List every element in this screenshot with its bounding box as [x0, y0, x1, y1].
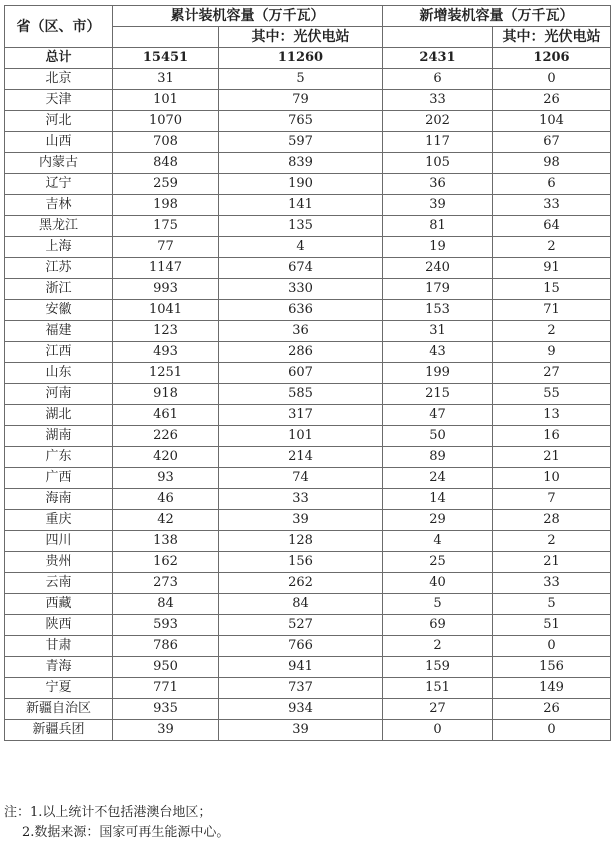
- new-pv-cell: 27: [493, 363, 611, 384]
- new-pv-cell: 149: [493, 678, 611, 699]
- region-cell: 黑龙江: [5, 216, 113, 237]
- cum-pv-cell: 39: [219, 510, 383, 531]
- table-row: [5, 636, 611, 657]
- table-row: [5, 153, 611, 174]
- total-new-pv: 1206: [493, 48, 611, 69]
- cum-pv-cell: 135: [219, 216, 383, 237]
- cum-pv-cell: 766: [219, 636, 383, 657]
- cum-cell: 77: [113, 237, 219, 258]
- table-row: [5, 195, 611, 216]
- cum-cell: 918: [113, 384, 219, 405]
- cum-pv-cell: 839: [219, 153, 383, 174]
- cum-pv-cell: 765: [219, 111, 383, 132]
- new-cell: 2: [383, 636, 493, 657]
- table-row: [5, 594, 611, 615]
- new-pv-cell: 55: [493, 384, 611, 405]
- new-pv-cell: 6: [493, 174, 611, 195]
- new-cell: 25: [383, 552, 493, 573]
- new-pv-cell: 16: [493, 426, 611, 447]
- cum-pv-cell: 156: [219, 552, 383, 573]
- region-cell: 福建: [5, 321, 113, 342]
- new-cell: 27: [383, 699, 493, 720]
- table-row: [5, 300, 611, 321]
- new-cell: 159: [383, 657, 493, 678]
- cum-pv-cell: 84: [219, 594, 383, 615]
- table-row: [5, 111, 611, 132]
- new-cell: 117: [383, 132, 493, 153]
- cum-pv-cell: 317: [219, 405, 383, 426]
- new-pv-cell: 104: [493, 111, 611, 132]
- region-cell: 吉林: [5, 195, 113, 216]
- cum-cell: 31: [113, 69, 219, 90]
- new-pv-cell: 33: [493, 573, 611, 594]
- region-cell: 贵州: [5, 552, 113, 573]
- cum-pv-cell: 36: [219, 321, 383, 342]
- header-pv-added: 其中：光伏电站: [493, 27, 611, 48]
- table-row: [5, 342, 611, 363]
- cum-cell: 993: [113, 279, 219, 300]
- cum-pv-cell: 141: [219, 195, 383, 216]
- table-row: [5, 405, 611, 426]
- table-row: [5, 321, 611, 342]
- table-row: [5, 447, 611, 468]
- table-row: [5, 384, 611, 405]
- note-2: 2.数据来源：国家可再生能源中心。: [22, 825, 230, 840]
- cum-pv-cell: 5: [219, 69, 383, 90]
- region-cell: 江西: [5, 342, 113, 363]
- cum-cell: 39: [113, 720, 219, 741]
- region-cell: 浙江: [5, 279, 113, 300]
- cum-cell: 46: [113, 489, 219, 510]
- cum-pv-cell: 585: [219, 384, 383, 405]
- cum-cell: 42: [113, 510, 219, 531]
- region-cell: 上海: [5, 237, 113, 258]
- table-row: [5, 69, 611, 90]
- new-pv-cell: 28: [493, 510, 611, 531]
- new-cell: 29: [383, 510, 493, 531]
- cum-cell: 162: [113, 552, 219, 573]
- header-row-1: [5, 6, 611, 27]
- region-cell: 云南: [5, 573, 113, 594]
- new-cell: 153: [383, 300, 493, 321]
- cum-pv-cell: 636: [219, 300, 383, 321]
- new-cell: 199: [383, 363, 493, 384]
- cum-cell: 273: [113, 573, 219, 594]
- new-pv-cell: 2: [493, 321, 611, 342]
- cum-pv-cell: 737: [219, 678, 383, 699]
- total-new: 2431: [383, 48, 493, 69]
- new-pv-cell: 10: [493, 468, 611, 489]
- new-cell: 81: [383, 216, 493, 237]
- new-pv-cell: 26: [493, 90, 611, 111]
- new-cell: 105: [383, 153, 493, 174]
- cum-pv-cell: 101: [219, 426, 383, 447]
- cum-cell: 771: [113, 678, 219, 699]
- cum-cell: 1041: [113, 300, 219, 321]
- cum-cell: 1147: [113, 258, 219, 279]
- cum-cell: 1070: [113, 111, 219, 132]
- table-row: [5, 678, 611, 699]
- new-pv-cell: 91: [493, 258, 611, 279]
- cum-pv-cell: 190: [219, 174, 383, 195]
- note-1: 注：1.以上统计不包括港澳台地区；: [4, 805, 212, 820]
- region-cell: 湖北: [5, 405, 113, 426]
- new-cell: 202: [383, 111, 493, 132]
- cum-cell: 93: [113, 468, 219, 489]
- new-cell: 89: [383, 447, 493, 468]
- header-pv-cumulative: 其中：光伏电站: [219, 27, 383, 48]
- cum-cell: 708: [113, 132, 219, 153]
- cum-pv-cell: 607: [219, 363, 383, 384]
- new-cell: 6: [383, 69, 493, 90]
- new-pv-cell: 67: [493, 132, 611, 153]
- region-cell: 西藏: [5, 594, 113, 615]
- new-pv-cell: 0: [493, 69, 611, 90]
- new-pv-cell: 98: [493, 153, 611, 174]
- cum-pv-cell: 128: [219, 531, 383, 552]
- cum-cell: 420: [113, 447, 219, 468]
- region-cell: 河北: [5, 111, 113, 132]
- cum-cell: 138: [113, 531, 219, 552]
- table-row: [5, 237, 611, 258]
- new-cell: 4: [383, 531, 493, 552]
- cum-cell: 950: [113, 657, 219, 678]
- region-cell: 山东: [5, 363, 113, 384]
- cum-cell: 935: [113, 699, 219, 720]
- region-cell: 海南: [5, 489, 113, 510]
- region-cell: 广东: [5, 447, 113, 468]
- cum-pv-cell: 79: [219, 90, 383, 111]
- table-row: [5, 510, 611, 531]
- region-cell: 新疆兵团: [5, 720, 113, 741]
- new-pv-cell: 156: [493, 657, 611, 678]
- cum-pv-cell: 330: [219, 279, 383, 300]
- table-row: [5, 363, 611, 384]
- new-cell: 33: [383, 90, 493, 111]
- cum-pv-cell: 934: [219, 699, 383, 720]
- header-added: 新增装机容量（万千瓦）: [383, 6, 611, 27]
- table-row: [5, 489, 611, 510]
- new-pv-cell: 0: [493, 720, 611, 741]
- table-row: [5, 657, 611, 678]
- table-row: [5, 90, 611, 111]
- new-pv-cell: 21: [493, 552, 611, 573]
- capacity-table: [4, 5, 611, 741]
- cum-cell: 593: [113, 615, 219, 636]
- header-new-blank: [383, 27, 493, 48]
- region-cell: 山西: [5, 132, 113, 153]
- cum-pv-cell: 527: [219, 615, 383, 636]
- table-row: [5, 132, 611, 153]
- cum-pv-cell: 262: [219, 573, 383, 594]
- new-cell: 31: [383, 321, 493, 342]
- new-pv-cell: 51: [493, 615, 611, 636]
- total-label: 总计: [5, 48, 113, 69]
- header-region: 省（区、市）: [5, 6, 113, 48]
- table-row: [5, 720, 611, 741]
- region-cell: 新疆自治区: [5, 699, 113, 720]
- region-cell: 青海: [5, 657, 113, 678]
- new-cell: 179: [383, 279, 493, 300]
- new-cell: 14: [383, 489, 493, 510]
- region-cell: 甘肃: [5, 636, 113, 657]
- cum-pv-cell: 39: [219, 720, 383, 741]
- new-pv-cell: 21: [493, 447, 611, 468]
- table-row: [5, 174, 611, 195]
- cum-cell: 226: [113, 426, 219, 447]
- new-pv-cell: 5: [493, 594, 611, 615]
- new-cell: 43: [383, 342, 493, 363]
- table-row: [5, 531, 611, 552]
- new-pv-cell: 13: [493, 405, 611, 426]
- table-row: [5, 279, 611, 300]
- region-cell: 辽宁: [5, 174, 113, 195]
- region-cell: 北京: [5, 69, 113, 90]
- new-cell: 69: [383, 615, 493, 636]
- cum-cell: 461: [113, 405, 219, 426]
- region-cell: 江苏: [5, 258, 113, 279]
- table-row: [5, 216, 611, 237]
- table-row: [5, 615, 611, 636]
- new-cell: 40: [383, 573, 493, 594]
- cum-cell: 123: [113, 321, 219, 342]
- region-cell: 内蒙古: [5, 153, 113, 174]
- table-row: [5, 468, 611, 489]
- new-pv-cell: 26: [493, 699, 611, 720]
- region-cell: 河南: [5, 384, 113, 405]
- new-cell: 5: [383, 594, 493, 615]
- table-row: [5, 573, 611, 594]
- cum-pv-cell: 33: [219, 489, 383, 510]
- cum-pv-cell: 674: [219, 258, 383, 279]
- table-row: [5, 552, 611, 573]
- region-cell: 陕西: [5, 615, 113, 636]
- region-cell: 安徽: [5, 300, 113, 321]
- cum-pv-cell: 597: [219, 132, 383, 153]
- new-pv-cell: 2: [493, 531, 611, 552]
- cum-cell: 1251: [113, 363, 219, 384]
- total-row: [5, 48, 611, 69]
- header-cum-blank: [113, 27, 219, 48]
- new-cell: 47: [383, 405, 493, 426]
- new-cell: 39: [383, 195, 493, 216]
- cum-cell: 198: [113, 195, 219, 216]
- cum-cell: 175: [113, 216, 219, 237]
- region-cell: 湖南: [5, 426, 113, 447]
- new-cell: 215: [383, 384, 493, 405]
- new-cell: 240: [383, 258, 493, 279]
- region-cell: 广西: [5, 468, 113, 489]
- cum-cell: 84: [113, 594, 219, 615]
- table-row: [5, 699, 611, 720]
- region-cell: 天津: [5, 90, 113, 111]
- cum-pv-cell: 286: [219, 342, 383, 363]
- cum-cell: 259: [113, 174, 219, 195]
- cum-pv-cell: 4: [219, 237, 383, 258]
- new-cell: 36: [383, 174, 493, 195]
- table-row: [5, 258, 611, 279]
- total-cum-pv: 11260: [219, 48, 383, 69]
- table-row: [5, 426, 611, 447]
- new-pv-cell: 7: [493, 489, 611, 510]
- new-cell: 151: [383, 678, 493, 699]
- new-pv-cell: 0: [493, 636, 611, 657]
- cum-pv-cell: 74: [219, 468, 383, 489]
- cum-pv-cell: 214: [219, 447, 383, 468]
- cum-cell: 493: [113, 342, 219, 363]
- total-cum: 15451: [113, 48, 219, 69]
- new-pv-cell: 64: [493, 216, 611, 237]
- new-pv-cell: 9: [493, 342, 611, 363]
- new-pv-cell: 33: [493, 195, 611, 216]
- header-cumulative: 累计装机容量（万千瓦）: [113, 6, 383, 27]
- cum-cell: 786: [113, 636, 219, 657]
- new-cell: 50: [383, 426, 493, 447]
- region-cell: 宁夏: [5, 678, 113, 699]
- new-pv-cell: 71: [493, 300, 611, 321]
- cum-pv-cell: 941: [219, 657, 383, 678]
- new-cell: 0: [383, 720, 493, 741]
- footnotes: [4, 803, 229, 843]
- new-pv-cell: 15: [493, 279, 611, 300]
- cum-cell: 101: [113, 90, 219, 111]
- new-cell: 24: [383, 468, 493, 489]
- region-cell: 重庆: [5, 510, 113, 531]
- cum-cell: 848: [113, 153, 219, 174]
- new-pv-cell: 2: [493, 237, 611, 258]
- region-cell: 四川: [5, 531, 113, 552]
- new-cell: 19: [383, 237, 493, 258]
